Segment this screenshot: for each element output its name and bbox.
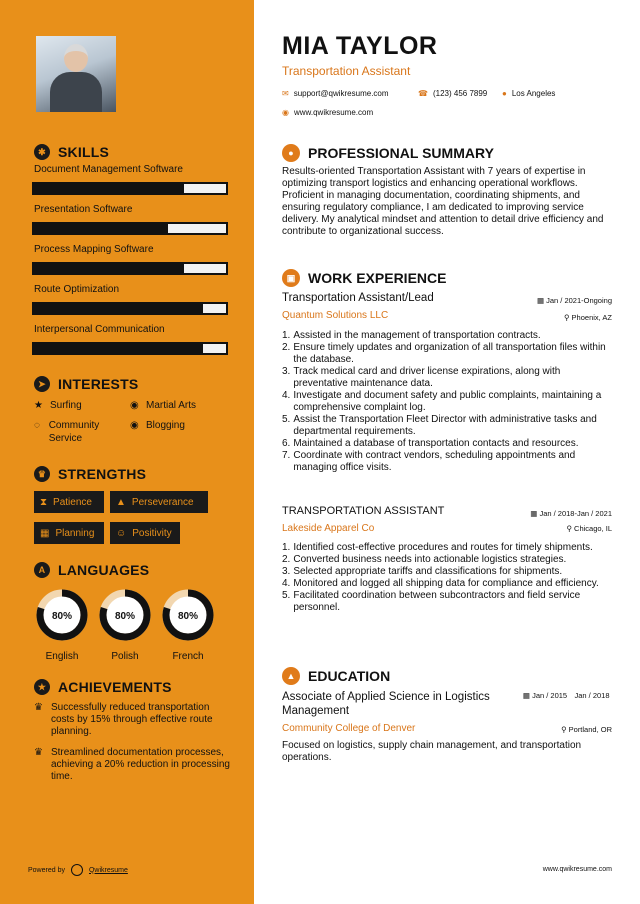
bullet-text: Facilitated coordination between subcontractors and field service personnel. (293, 590, 581, 613)
smile-icon: ☺ (116, 527, 127, 539)
job-title: Transportation Assistant/Lead (282, 292, 434, 304)
language-name: French (172, 651, 204, 662)
calendar-icon: ▦ (522, 691, 533, 700)
globe-icon: ◉ (130, 420, 139, 431)
achievement-item: ♛ Successfully reduced transportation costs by 15% through effective route planning. (34, 702, 213, 737)
calendar-icon: ▦ (40, 527, 50, 539)
calendar-icon: ▦ (536, 296, 547, 305)
job-bullet (282, 566, 612, 578)
skill-name: Interpersonal Communication (34, 324, 165, 335)
bullet-number: 3. (282, 566, 291, 577)
bullet-text: Identified cost-effective procedures and routes for timely shipments. (293, 542, 593, 553)
language-item (33, 586, 91, 662)
mountain-icon: ▲ (116, 496, 126, 508)
company-name: Lakeside Apparel Co (282, 523, 375, 534)
bullet-number: 1. (282, 542, 291, 553)
person-icon: ● (282, 144, 300, 162)
pin-icon: ⚲ (563, 313, 572, 322)
job-bullet (282, 542, 612, 554)
bullet-number: 1. (282, 330, 291, 341)
pin-icon: ⚲ (566, 524, 575, 533)
interests-heading: ➤ INTERESTS (34, 376, 138, 392)
location-icon: ● (502, 89, 507, 98)
interest-item: ★ Surfing (34, 400, 82, 411)
language-level-ring (33, 586, 91, 644)
sidebar (0, 0, 254, 904)
skills-heading: ✱ SKILLS (34, 144, 109, 160)
pin-icon: ⚲ (561, 725, 569, 734)
bullet-text: Coordinate with contract vendors, scheduling appointments and managing office visits. (293, 450, 576, 473)
powered-by: Powered by Qwikresume (28, 864, 128, 876)
language-percent: 80% (177, 611, 199, 622)
job-bullet (282, 342, 612, 366)
language-level-ring (159, 586, 217, 644)
language-name: English (45, 651, 79, 662)
strengths-heading: ♛ STRENGTHS (34, 466, 146, 482)
skill-level-fill (34, 344, 203, 353)
hourglass-icon: ⧗ (40, 496, 48, 508)
skill-name: Process Mapping Software (34, 244, 154, 255)
strength-badge: ▲ Perseverance (110, 491, 208, 513)
skill-level-fill (34, 184, 184, 193)
bullet-text: Ensure timely updates and organization of all transportation files within the database. (293, 342, 606, 365)
education-location: ⚲ Portland, OR (561, 725, 612, 734)
bullet-text: Monitored and logged all shipping data for compliance and efficiency. (293, 578, 599, 589)
paper-plane-icon: ➤ (34, 376, 50, 392)
strength-badge: ⧗ Patience (34, 491, 104, 513)
languages-heading: A LANGUAGES (34, 562, 149, 578)
skill-level-fill (34, 264, 184, 273)
phone-icon: ☎ (418, 89, 428, 98)
education-heading: ▲ EDUCATION (282, 667, 390, 685)
main-content (254, 0, 640, 904)
job-bullet (282, 390, 612, 414)
language-level-ring (96, 586, 154, 644)
bullet-text: Maintained a database of transportation contacts and resources. (293, 438, 579, 449)
strength-badge: ☺ Positivity (110, 522, 180, 544)
degree-title: Associate of Applied Science in Logistics Management (282, 691, 490, 717)
trophy-icon: ♛ (34, 702, 43, 713)
globe-icon: ◉ (130, 400, 139, 411)
bullet-number: 5. (282, 414, 291, 425)
job-bullets (282, 542, 612, 614)
location-contact: ● Los Angeles (502, 89, 556, 98)
strength-badge: ▦ Planning (34, 522, 104, 544)
skill-name: Document Management Software (34, 164, 183, 175)
job-bullet (282, 330, 612, 342)
job-bullet (282, 414, 612, 438)
job-title: TRANSPORTATION ASSISTANT (282, 505, 445, 517)
candidate-role: Transportation Assistant (282, 64, 411, 78)
education-start: ▦ Jan / 2015 (522, 691, 568, 700)
language-name: Polish (111, 651, 139, 662)
language-item (159, 586, 217, 662)
bullet-text: Investigate and document safety and public complaints, maintaining a comprehensive complaint log. (293, 390, 602, 413)
education-text: Focused on logistics, supply chain management, and transportation operations. (282, 740, 582, 763)
bullet-number: 7. (282, 450, 291, 461)
bullet-number: 2. (282, 554, 291, 565)
translate-icon: A (34, 562, 50, 578)
achievements-heading: ★ ACHIEVEMENTS (34, 679, 172, 695)
skill-level-fill (34, 304, 203, 313)
email-contact: ✉ support@qwikresume.com (282, 89, 389, 98)
skill-level-fill (34, 224, 168, 233)
phone-contact: ☎ (123) 456 7899 (418, 89, 488, 98)
bullet-number: 4. (282, 390, 291, 401)
bullet-number: 3. (282, 366, 291, 377)
trophy-icon: ♛ (34, 747, 43, 758)
calendar-icon: ▦ (530, 509, 540, 518)
skill-level-bar (32, 182, 228, 195)
job-bullet (282, 578, 612, 590)
skill-level-bar (32, 342, 228, 355)
star-icon: ★ (34, 400, 43, 411)
language-percent: 80% (51, 611, 73, 622)
summary-text: Results-oriented Transportation Assistant with 7 years of expertise in optimizing transport logistics and enhancing operational workflows. Proficient in managing documentation, coordinating shipments, and ensuring regulatory compliance, I am dedicated to improving service delivery. My analytical mindset and attention to detail drive efficiency and contribute to organizational success. (282, 166, 604, 237)
bullet-text: Assisted in the management of transportation contracts. (293, 330, 541, 341)
summary-heading: ● PROFESSIONAL SUMMARY (282, 144, 494, 162)
bullet-text: Track medical card and driver license expirations, along with preventative maintenance data. (293, 366, 561, 389)
school-name: Community College of Denver (282, 723, 416, 734)
job-bullet (282, 438, 612, 450)
work-experience-heading: ▣ WORK EXPERIENCE (282, 269, 446, 287)
email-icon: ✉ (282, 89, 289, 98)
globe-icon: ◉ (282, 108, 289, 117)
chat-icon: ◌ (34, 420, 40, 431)
job-dates: ▦ Jan / 2018-Jan / 2021 (530, 509, 612, 518)
job-bullet (282, 366, 612, 390)
achievement-item: ♛ Streamlined documentation processes, achieving a 20% reduction in processing time. (34, 747, 230, 782)
lightbulb-icon: ✱ (34, 144, 50, 160)
skill-name: Route Optimization (34, 284, 120, 295)
briefcase-icon: ▣ (282, 269, 300, 287)
language-percent: 80% (114, 611, 136, 622)
bullet-number: 5. (282, 590, 291, 601)
profile-photo (36, 36, 116, 112)
job-bullet (282, 554, 612, 566)
bullet-text: Assist the Transportation Fleet Director with administrative tasks and departmental requirements. (293, 414, 597, 437)
bullet-number: 2. (282, 342, 291, 353)
bullet-text: Selected appropriate tariffs and classifications for shipments. (293, 566, 563, 577)
bullet-number: 4. (282, 578, 291, 589)
company-name: Quantum Solutions LLC (282, 310, 389, 321)
bullet-text: Converted business needs into actionable logistics strategies. (293, 554, 567, 565)
star-icon: ★ (34, 679, 50, 695)
interest-item: ◉ Martial Arts (130, 400, 197, 411)
graduation-cap-icon: ▲ (282, 667, 300, 685)
language-item (96, 586, 154, 662)
job-bullet (282, 450, 612, 474)
skill-name: Presentation Software (34, 204, 133, 215)
website-contact: ◉ www.qwikresume.com (282, 108, 374, 117)
qwikresume-logo-icon (71, 864, 83, 876)
skill-level-bar (32, 302, 228, 315)
education-end: Jan / 2018 (574, 691, 610, 700)
job-dates: ▦ Jan / 2021-Ongoing (536, 296, 612, 305)
job-bullet (282, 590, 612, 614)
brand-link[interactable]: Qwikresume (88, 866, 128, 874)
interest-item: ◌ Community Service (34, 420, 100, 444)
job-location: ⚲ Phoenix, AZ (563, 313, 612, 322)
job-location: ⚲ Chicago, IL (566, 524, 612, 533)
skill-level-bar (32, 222, 228, 235)
footer-website[interactable]: www.qwikresume.com (542, 866, 612, 873)
job-bullets (282, 330, 612, 474)
candidate-name: MIA TAYLOR (282, 32, 438, 60)
skill-level-bar (32, 262, 228, 275)
interest-item: ◉ Blogging (130, 420, 185, 431)
trophy-icon: ♛ (34, 466, 50, 482)
bullet-number: 6. (282, 438, 291, 449)
